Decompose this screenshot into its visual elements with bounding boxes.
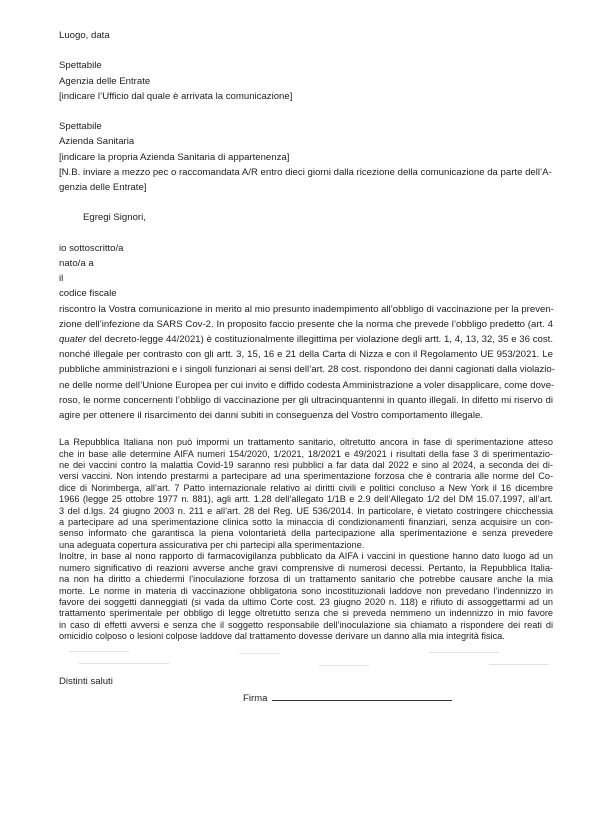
paragraph2-line: trattamento sperimentale per obbligo di legge oltretutto senza che si preveda nemmeno un indennizzo in mio favore (59, 608, 553, 619)
recipient2-salutation: Spettabile (59, 121, 102, 133)
signature-block (243, 690, 553, 705)
recipient2-name: Azienda Sanitaria (59, 136, 135, 148)
paragraph2-line: dice di Norimberga, all’art. 7 Patto internazionale relativo ai diritti civili e politici concluso a New York il 16 dicembre (59, 482, 553, 493)
paragraph1-line: nonché illegale per contrasto con gli artt. 3, 15, 16 e 21 della Carta di Nizza e con il Regolamento UE 953/2021. Le (59, 349, 553, 361)
paragraph-objection (59, 302, 553, 424)
paragraph1-line: roso, le norme concernenti l’obbligo di vaccinazione per gli ultracinquantenni in quanto illegali. In difetto mi riservo di (59, 394, 553, 406)
paragraph2-line: Inoltre, in base al nono rapporto di farmacovigilanza pubblicato da AIFA i vaccini in questione hanno dato luogo ad un (59, 551, 553, 562)
field-born-in: nato/a a (59, 257, 94, 269)
recipient1-name: Agenzia delle Entrate (59, 75, 151, 87)
paragraph1-line-rest: del decreto-legge 44/2021) è costituzionalmente illegittima per violazione degli artt. 1, 4, 13, 32, 35 e 36 cost. (86, 334, 553, 345)
italic-quater: quater (59, 334, 87, 345)
recipient1-note: [indicare l’Ufficio dal quale è arrivata la comunicazione] (59, 90, 293, 102)
paragraph2-line: 3 del d.lgs. 24 giugno 2003 n. 211 e all’art. 28 del Reg. UE 536/2014. In particolare, è vietato costringere chicchessia (59, 505, 553, 516)
letter-header (59, 28, 553, 302)
scan-artifacts (59, 647, 553, 673)
recipient1-salutation: Spettabile (59, 60, 102, 72)
field-tax-code: codice fiscale (59, 288, 117, 300)
nb-note-line1: [N.B. inviare a mezzo pec o raccomandata A/R entro dieci giorni dalla ricezione della comunicazione da parte dell’A- (59, 166, 552, 178)
paragraph1-line: riscontro la Vostra comunicazione in merito al mio presunto inadempimento all’obbligo di vaccinazione per la preven- (59, 303, 554, 315)
nb-note-line2: genzia delle Entrate] (59, 182, 147, 193)
paragraph2-line: favore dei soggetti danneggiati (si vada da ultimo Corte cost. 23 giugno 2020 n. 118) e rifiuto di assoggettarmi ad un (59, 596, 553, 607)
field-undersigned: io sottoscritto/a (59, 242, 124, 254)
paragraph2-line: una adeguata copertura assicurativa per chi partecipi alla sperimentazione. (59, 539, 365, 550)
paragraph2-line: numero significativo di reazioni avverse anche gravi comprensive di numerosi decessi. Pertanto, la Repubblica Italia- (59, 562, 553, 573)
paragraph-experimentation (59, 437, 553, 642)
greeting: Egregi Signori, (83, 212, 146, 224)
paragraph2-line: 1966 (legge 25 ottobre 1977 n. 881), agli artt. 1.28 dell’allegato 1/1B e 2.9 dell’Allegato 1/2 del DM 15.07.1997, all’art. (59, 494, 553, 505)
paragraph2-line: versi vaccini. Non intendo prestarmi a partecipare ad una sperimentazione forzosa che è contraria alle norme del Co- (59, 471, 553, 482)
paragraph2-line: senso informato che garantisca la piena volontarietà della partecipazione alla sperimentazione e senza prevedere (59, 528, 553, 539)
recipient2-note: [indicare la propria Azienda Sanitaria di appartenenza] (59, 151, 290, 163)
paragraph1-line (59, 332, 553, 347)
paragraph1-line: agire per ottenere il risarcimento dei danni subiti in conseguenza del Vostro comportamento illegale. (59, 410, 483, 422)
paragraph2-line: che in base alle determine AIFA numeri 154/2020, 1/2021, 18/2021 e 49/2021 i risultati della fase 3 di sperimentazio- (59, 448, 553, 459)
place-date: Luogo, data (59, 30, 110, 41)
paragraph2-line: morte. Le norme in materia di vaccinazione obbligatoria sono incostituzionali laddove non prevedano l’indennizzo in (59, 585, 553, 596)
paragraph2-line: omicidio colposo o lesioni colpose laddove dal trattamento dovesse derivare un danno alla mia integrità fisica. (59, 631, 505, 642)
paragraph1-line: zione dell’infezione da SARS Cov-2. In proposito faccio presente che la norma che prevede l’obbligo predetto (art. 4 (59, 318, 553, 330)
field-birth-date: il (59, 273, 64, 285)
paragraph1-line: pubbliche amministrazioni e i singoli funzionari ai sensi dell’art. 28 cost. rispondono dei danni cagionati dalla violazio- (59, 364, 555, 376)
paragraph2-line: a partecipare ad una sperimentazione clinica sotto la minaccia di condizionamenti finanziari, senza acquisire un con- (59, 517, 553, 528)
signature-label: Firma (243, 692, 268, 704)
signature-line[interactable] (272, 690, 452, 701)
paragraph2-line: La Repubblica Italiana non può impormi un trattamento sanitario, oltretutto ancora in fase di sperimentazione atteso (59, 437, 553, 448)
paragraph2-line: na non ha diritto a chiedermi l’inoculazione forzosa di un trattamento sanitario che potrebbe causare anche la mia (59, 574, 553, 585)
paragraph2-line: in caso di effetti avversi e senza che il soggetto responsabile dell’inoculazione sia chiamato a rispondere dei reati di (59, 619, 553, 630)
closing-regards: Distinti saluti (59, 675, 113, 687)
paragraph2-line: ne dei vaccini contro la malattia Covid-19 saranno resi pubblici a far data dal 2022 e sino al 2024, a seconda dei di- (59, 460, 553, 471)
paragraph1-line: ne delle norme dell’Unione Europea per cui invito e diffido codesta Amministrazione a voler disapplicare, come dove- (59, 379, 555, 391)
